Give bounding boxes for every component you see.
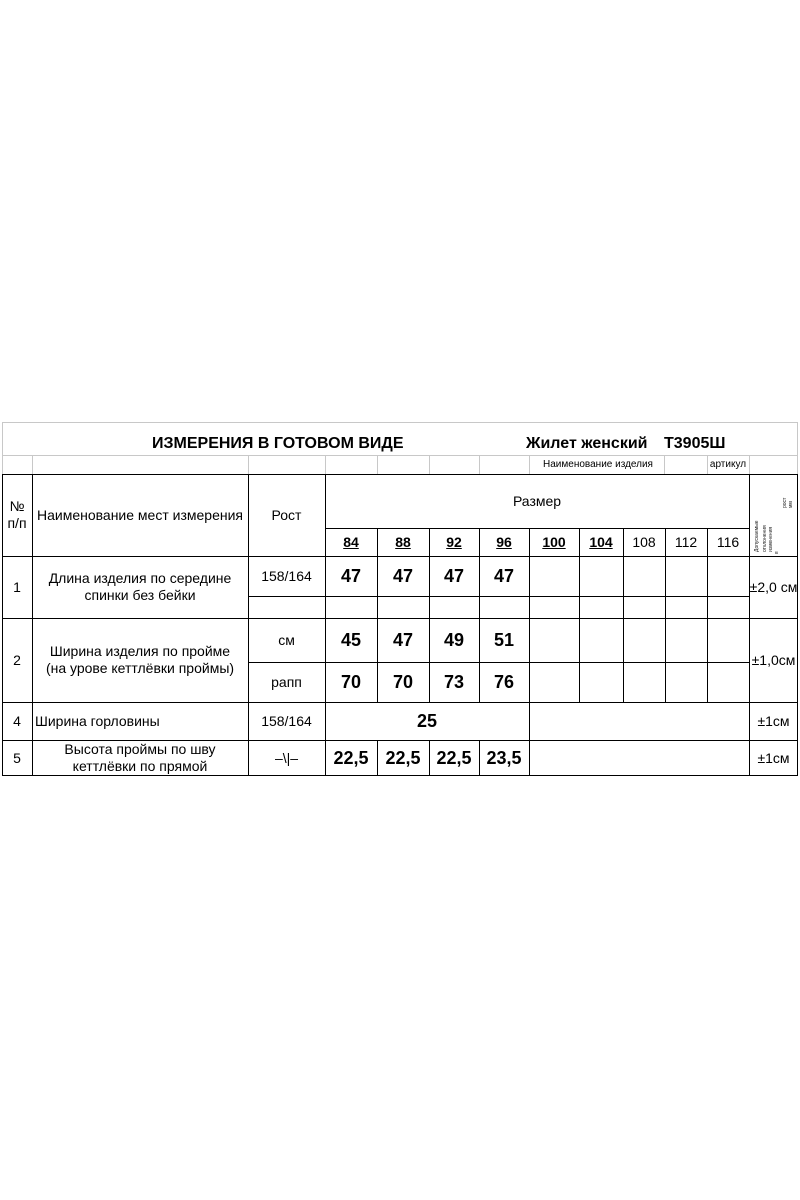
- row2-tolerance: ±1,0см: [751, 651, 796, 668]
- tolerance-line-1: Допускаемые: [754, 520, 760, 552]
- product-title: Жилет женский: [526, 434, 648, 452]
- grid-line: [2, 618, 798, 619]
- grid-line: [377, 455, 378, 474]
- size-112: 112: [674, 533, 698, 550]
- grid-line: [2, 775, 798, 776]
- article-label: артикул: [709, 458, 747, 470]
- row1-value-84: 47: [340, 565, 362, 586]
- grid-line: [2, 474, 3, 776]
- grid-line: [665, 528, 666, 702]
- row5-tolerance: ±1см: [757, 749, 790, 766]
- grid-line: [325, 474, 326, 776]
- grid-line: [664, 455, 665, 474]
- row2-cm-84: 45: [340, 629, 362, 650]
- grid-line: [707, 528, 708, 702]
- grid-line: [2, 422, 3, 474]
- row2-name: Ширина изделия по пройме (на урове кеттлёвки проймы): [45, 643, 235, 676]
- grid-line: [32, 455, 33, 474]
- grid-line: [479, 528, 480, 702]
- header-name: Наименование мест измерения: [36, 506, 243, 523]
- row5-value-84: 22,5: [333, 747, 369, 768]
- grid-line: [2, 702, 798, 703]
- grid-line: [377, 528, 378, 702]
- grid-line: [579, 528, 580, 702]
- grid-line: [623, 528, 624, 702]
- tolerance-line-4: в: [774, 551, 780, 554]
- row1-name: Длина изделия по середине спинки без бейки: [48, 570, 232, 603]
- size-100: 100: [542, 533, 566, 550]
- size-84: 84: [343, 533, 359, 550]
- row4-height: 158/164: [261, 712, 312, 729]
- grid-line: [797, 422, 798, 474]
- row5-height: –\|–: [274, 749, 299, 766]
- grid-line: [2, 422, 798, 423]
- row1-value-96: 47: [493, 565, 515, 586]
- row1-height: 158/164: [261, 567, 312, 584]
- grid-line: [479, 740, 480, 776]
- row2-height-cm: см: [278, 631, 295, 648]
- tolerance-line-5: рост: [782, 497, 788, 508]
- grid-line: [325, 528, 749, 529]
- grid-line: [749, 474, 750, 776]
- grid-line: [429, 528, 430, 702]
- size-96: 96: [496, 533, 512, 550]
- row2-rapp-84: 70: [340, 671, 362, 692]
- row2-height-rapp: рапп: [271, 673, 302, 690]
- grid-line: [2, 474, 798, 475]
- row2-num: 2: [13, 651, 21, 668]
- size-108: 108: [632, 533, 656, 550]
- size-88: 88: [395, 533, 411, 550]
- grid-line: [429, 455, 430, 474]
- row5-num: 5: [13, 749, 21, 766]
- row1-value-92: 47: [443, 565, 465, 586]
- grid-line: [325, 455, 326, 474]
- grid-line: [429, 740, 430, 776]
- row1-value-88: 47: [392, 565, 414, 586]
- grid-line: [32, 474, 33, 776]
- row5-name: Высота проймы по шву кеттлёвки по прямой: [64, 741, 216, 774]
- tolerance-line-6: мм: [788, 501, 794, 508]
- grid-line: [248, 662, 749, 663]
- grid-line: [377, 740, 378, 776]
- size-104: 104: [589, 533, 613, 550]
- row2-cm-88: 47: [392, 629, 414, 650]
- product-label: Наименование изделия: [543, 458, 653, 470]
- row5-value-88: 22,5: [385, 747, 421, 768]
- row4-merged-value: 25: [416, 710, 438, 731]
- row1-tolerance: ±2,0 см: [749, 578, 798, 595]
- grid-line: [749, 455, 750, 474]
- grid-line: [529, 528, 530, 776]
- row2-cm-96: 51: [493, 629, 515, 650]
- header-height: Рост: [271, 506, 302, 523]
- row4-name: Ширина горловины: [35, 712, 160, 729]
- row5-value-92: 22,5: [436, 747, 472, 768]
- grid-line: [248, 474, 249, 776]
- grid-line: [2, 740, 798, 741]
- header-size: Размер: [512, 492, 562, 509]
- grid-line: [529, 455, 530, 474]
- size-116: 116: [716, 533, 740, 550]
- table-title: ИЗМЕРЕНИЯ В ГОТОВОМ ВИДЕ: [152, 434, 404, 452]
- row1-num: 1: [13, 578, 21, 595]
- grid-line: [797, 474, 798, 776]
- row2-cm-92: 49: [443, 629, 465, 650]
- tolerance-line-3: изменения: [768, 526, 774, 552]
- row2-rapp-88: 70: [392, 671, 414, 692]
- grid-line: [479, 455, 480, 474]
- tolerance-line-2: отклонения: [762, 525, 768, 552]
- row2-rapp-92: 73: [443, 671, 465, 692]
- grid-line: [2, 556, 798, 557]
- article-code: Т3905Ш: [664, 434, 726, 452]
- row4-tolerance: ±1см: [757, 712, 790, 729]
- row2-rapp-96: 76: [493, 671, 515, 692]
- measurement-table: [2, 422, 798, 776]
- grid-line: [248, 596, 749, 597]
- row5-value-96: 23,5: [486, 747, 522, 768]
- grid-line: [2, 455, 798, 456]
- grid-line: [707, 455, 708, 474]
- size-92: 92: [446, 533, 462, 550]
- row4-num: 4: [13, 712, 21, 729]
- header-num: № п/п: [7, 498, 27, 531]
- grid-line: [248, 455, 249, 474]
